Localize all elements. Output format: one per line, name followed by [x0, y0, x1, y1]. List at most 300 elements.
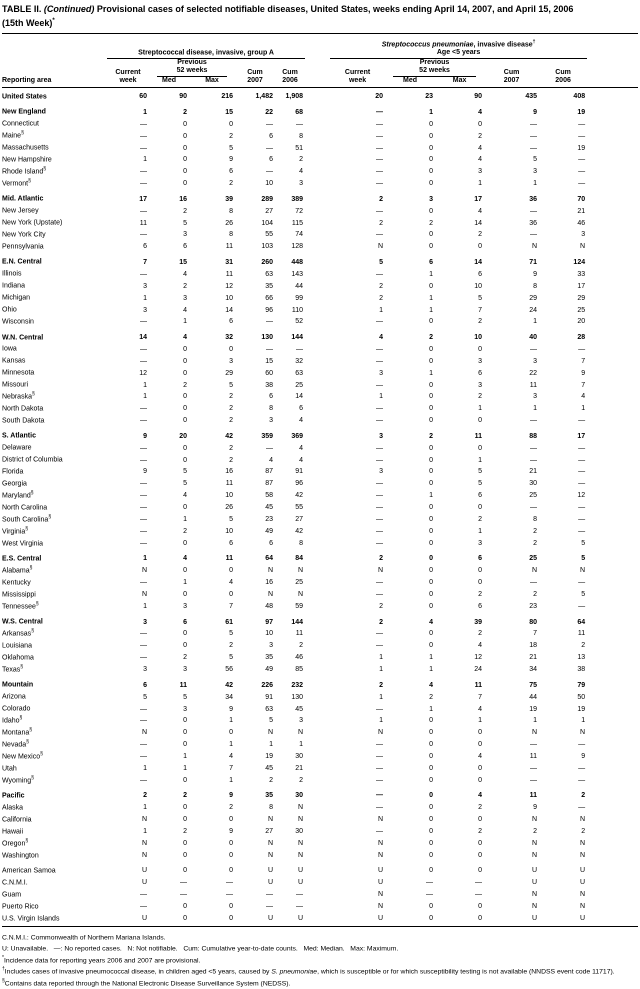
cell-max-group-a: 34 [225, 693, 233, 701]
cell-cum-2006-group-a: 85 [295, 666, 304, 674]
table-header [2, 35, 638, 88]
cell-med-group-b: 0 [429, 852, 434, 860]
cell-med-group-a: 90 [149, 88, 189, 102]
cell-max-group-a: 42 [225, 681, 233, 689]
row-label: Arizona [2, 693, 26, 701]
cell-current-week-group-a: — [140, 480, 147, 488]
cell-current-week-group-b: — [376, 132, 384, 140]
table-title-number: TABLE II. [2, 4, 42, 14]
cell-trailing-space [587, 177, 638, 189]
cell-cum-2006-group-b: — [578, 579, 586, 587]
cell-gap [305, 726, 330, 738]
cell-max-group-a: 1 [229, 777, 233, 785]
cell-gap [305, 189, 330, 204]
cell-cum-2006-group-b: 11 [577, 630, 586, 638]
row-label: Washington [2, 852, 39, 860]
cell-current-week-group-b: 1 [379, 717, 384, 725]
cell-med-group-b: 0 [429, 504, 434, 512]
cell-cum-2006-group-b: N [580, 567, 586, 575]
cell-med-group-a: 0 [183, 369, 187, 377]
cell-cum-2006-group-a: 2 [299, 642, 304, 650]
cell-cum-2006-group-a: N [297, 804, 304, 812]
cell-gap [305, 390, 330, 402]
cell-cum-2007-group-b: — [530, 444, 538, 452]
cell-max-group-b: 0 [478, 903, 483, 911]
cell-max-group-a: 15 [225, 108, 233, 116]
cell-max-group-a: 8 [229, 231, 233, 239]
cell-max-group-a: 9 [229, 792, 233, 800]
table-row [2, 714, 638, 726]
cell-med-group-b: 0 [429, 120, 434, 128]
cell-gap [305, 414, 330, 426]
cell-current-week-group-a: 5 [143, 693, 147, 701]
cell-max-group-a: 2 [229, 804, 233, 812]
cell-trailing-space [587, 690, 638, 702]
cell-current-week-group-a: 9 [143, 432, 147, 440]
cell-cum-2007-group-a: 35 [265, 792, 273, 800]
cell-cum-2007-group-a: 130 [261, 333, 273, 341]
cell-max-group-b: 3 [478, 357, 483, 365]
cell-cum-2006-group-a: 448 [291, 258, 304, 266]
cell-cum-2006-group-b: 79 [577, 681, 586, 689]
cell-max-group-b: 4 [478, 792, 483, 800]
table-row [2, 663, 638, 675]
cell-med-group-a: 15 [179, 258, 187, 266]
cell-current-week-group-a: — [140, 540, 147, 548]
cell-med-group-b: 0 [429, 180, 434, 188]
cell-current-week-group-b: — [376, 705, 384, 713]
cell-trailing-space [587, 426, 638, 441]
cell-max-group-a: 11 [225, 243, 233, 251]
cell-current-week-group-a: N [141, 840, 147, 848]
cell-trailing-space [587, 849, 638, 861]
cell-med-group-a: 3 [183, 666, 187, 674]
cell-gap [305, 177, 330, 189]
cell-med-group-a: 5 [183, 693, 187, 701]
cell-max-group-a: 2 [229, 444, 233, 452]
cell-gap [305, 738, 330, 750]
cell-gap [305, 153, 330, 165]
cell-trailing-space [587, 378, 638, 390]
row-label: C.N.M.I. [2, 879, 28, 887]
table-row [2, 141, 638, 153]
table-row [2, 876, 638, 888]
cell-med-group-a: 1 [183, 579, 187, 587]
table-title [2, 4, 638, 34]
cell-med-group-a: 4 [183, 270, 187, 278]
table-row [2, 849, 638, 861]
cell-med-group-b: 0 [429, 480, 434, 488]
cell-cum-2006-group-b: 19 [577, 108, 586, 116]
cell-cum-2006-group-a: 2 [299, 156, 304, 164]
cell-current-week-group-b: — [376, 591, 384, 599]
cell-cum-2006-group-a: 143 [291, 270, 304, 278]
cell-cum-2007-group-b: N [531, 852, 538, 860]
row-label: Iowa [2, 345, 17, 353]
row-footnote-marker: § [29, 727, 33, 734]
row-label: California [2, 816, 32, 824]
cell-cum-2006-group-b: 5 [581, 555, 586, 563]
cell-max-group-a: 216 [189, 88, 235, 102]
cell-cum-2006-group-a: 115 [291, 219, 304, 227]
cell-cum-2006-group-a: 128 [291, 243, 304, 251]
cell-current-week-group-b: — [376, 765, 384, 773]
cell-max-group-a: 5 [229, 654, 233, 662]
cell-cum-2006-group-b: 124 [573, 258, 586, 266]
cell-trailing-space [587, 912, 638, 926]
cell-trailing-space [587, 762, 638, 774]
row-footnote-marker: § [30, 490, 34, 496]
cell-current-week-group-b: — [376, 357, 384, 365]
cell-max-group-a: 9 [229, 156, 233, 164]
cell-current-week-group-a: 1 [143, 381, 147, 389]
table-title-text: Provisional cases of selected notifiable diseases, United States, weeks ending April 14, 2007, and April 15, 2006 [96, 4, 574, 14]
cell-cum-2006-group-a: 30 [295, 828, 304, 836]
cell-cum-2007-group-a: — [266, 903, 273, 911]
cell-cum-2006-group-b: — [578, 168, 586, 176]
cell-cum-2007-group-a: 6 [269, 156, 273, 164]
table-row [2, 279, 638, 291]
cell-med-group-b: 23 [385, 88, 435, 102]
cell-cum-2006-group-b: 408 [539, 88, 587, 102]
cell-cum-2006-group-b: — [578, 516, 586, 524]
row-label: South Dakota [2, 417, 45, 425]
cell-gap [305, 600, 330, 612]
row-label: Colorado [2, 705, 31, 713]
cell-trailing-space [587, 252, 638, 267]
cell-med-group-a: 0 [183, 729, 187, 737]
cell-med-group-b: 1 [429, 492, 434, 500]
cell-current-week-group-a: 60 [107, 88, 149, 102]
cell-current-week-group-a: — [140, 207, 147, 215]
cell-gap [305, 453, 330, 465]
cell-trailing-space [587, 639, 638, 651]
row-label: U.S. Virgin Islands [2, 912, 107, 926]
row-label: Kansas [2, 357, 26, 365]
cell-trailing-space [587, 714, 638, 726]
cell-current-week-group-b: — [376, 417, 384, 425]
cell-med-group-a: 0 [183, 444, 187, 452]
cell-max-group-b: 3 [478, 381, 483, 389]
row-label: Rhode Island§ [2, 166, 47, 176]
cell-max-group-a: 29 [225, 369, 233, 377]
cell-cum-2007-group-b: 11 [529, 381, 538, 389]
cell-max-group-a: 10 [225, 492, 233, 500]
cell-cum-2007-group-a: 8 [269, 804, 273, 812]
cell-trailing-space [587, 825, 638, 837]
cell-cum-2007-group-b: 71 [529, 258, 538, 266]
cell-current-week-group-b: 2 [379, 603, 384, 611]
cell-max-group-b: 2 [478, 318, 483, 326]
table-row [2, 738, 638, 750]
cell-trailing-space [587, 738, 638, 750]
cell-trailing-space [587, 675, 638, 690]
cell-cum-2007-group-b: U [484, 912, 539, 926]
cell-cum-2007-group-a: — [266, 891, 273, 899]
table-row [2, 117, 638, 129]
cell-current-week-group-b: 4 [379, 333, 384, 341]
cell-gap [305, 366, 330, 378]
cell-max-group-a: 12 [225, 282, 233, 290]
cell-current-week-group-a: — [140, 444, 147, 452]
cell-cum-2007-group-b: 2 [533, 540, 538, 548]
table-row [2, 588, 638, 600]
cell-current-week-group-b: 2 [379, 219, 384, 227]
cell-gap [305, 813, 330, 825]
cell-med-group-a: 0 [183, 357, 187, 365]
cell-max-group-a: 2 [229, 180, 233, 188]
cell-cum-2006-group-a: 3 [299, 180, 304, 188]
cell-cum-2007-group-b: 25 [529, 492, 538, 500]
cell-current-week-group-b: N [377, 567, 384, 575]
cell-trailing-space [587, 813, 638, 825]
cell-cum-2007-group-b: 23 [529, 603, 538, 611]
cell-max-group-a: 10 [225, 528, 233, 536]
cell-current-week-group-b: — [376, 381, 384, 389]
cell-med-group-a: 5 [183, 219, 187, 227]
cell-max-group-b: 14 [474, 219, 483, 227]
cell-max-group-a: 0 [229, 852, 233, 860]
cell-cum-2007-group-a: 35 [265, 654, 273, 662]
cell-current-week-group-a: — [140, 417, 147, 425]
cell-cum-2007-group-b: 1 [533, 318, 538, 326]
row-label: Wyoming§ [2, 774, 34, 785]
cell-cum-2007-group-a: 87 [265, 468, 273, 476]
cell-max-group-b: 6 [478, 603, 483, 611]
cell-med-group-b: 0 [429, 591, 434, 599]
cell-max-group-a: 0 [229, 345, 233, 353]
row-label: Nebraska§ [2, 391, 35, 401]
table-row [2, 702, 638, 714]
cell-current-week-group-a: — [140, 705, 147, 713]
cell-max-group-b: 10 [474, 333, 483, 341]
cell-cum-2007-group-b: N [531, 567, 538, 575]
col-header-med-group-a: Med [162, 77, 176, 84]
cell-cum-2006-group-a: U [275, 912, 305, 926]
col-header-cum-2007-group-b: Cum 2007 [503, 69, 520, 84]
cell-cum-2007-group-b: 1 [533, 717, 538, 725]
table-row [2, 477, 638, 489]
cell-current-week-group-b: N [377, 852, 384, 860]
cell-cum-2006-group-b: 46 [577, 219, 586, 227]
cell-trailing-space [587, 651, 638, 663]
cell-current-week-group-a: 1 [143, 156, 147, 164]
cell-max-group-b: 1 [478, 180, 483, 188]
cell-trailing-space [587, 786, 638, 801]
table-row [2, 564, 638, 576]
cell-med-group-a: 6 [183, 618, 187, 626]
cell-current-week-group-b: — [376, 630, 384, 638]
cell-cum-2006-group-a: 130 [291, 693, 304, 701]
cell-cum-2006-group-b: — [578, 345, 586, 353]
cell-cum-2006-group-b: 21 [577, 207, 586, 215]
cell-cum-2007-group-b: 7 [533, 630, 538, 638]
cell-med-group-a: 16 [179, 195, 187, 203]
cell-med-group-b: 0 [429, 717, 434, 725]
cell-cum-2007-group-b: 29 [529, 294, 538, 302]
row-label: Mississippi [2, 591, 36, 599]
cell-trailing-space [587, 354, 638, 366]
cell-cum-2007-group-b: 44 [529, 693, 538, 701]
cell-cum-2007-group-b: 11 [529, 792, 538, 800]
cell-trailing-space [587, 141, 638, 153]
cell-current-week-group-b: 2 [379, 282, 384, 290]
cell-gap [305, 88, 330, 102]
cell-current-week-group-a: — [140, 504, 147, 512]
cell-med-group-a: 0 [183, 168, 187, 176]
table-row [2, 267, 638, 279]
cell-gap [305, 912, 330, 926]
cell-cum-2006-group-b: — [578, 120, 586, 128]
table-row [2, 888, 638, 900]
cell-med-group-b: 6 [429, 258, 434, 266]
cell-max-group-b: 7 [478, 693, 483, 701]
row-label: Minnesota [2, 369, 35, 377]
cell-cum-2006-group-b: 33 [577, 270, 586, 278]
cell-trailing-space [587, 267, 638, 279]
cell-cum-2006-group-b: N [580, 852, 586, 860]
cell-gap [305, 639, 330, 651]
cell-current-week-group-b: 2 [379, 681, 384, 689]
row-label: Hawaii [2, 828, 24, 836]
cell-max-group-b: 0 [478, 444, 483, 452]
cell-cum-2007-group-a: 45 [265, 504, 273, 512]
cell-trailing-space [587, 153, 638, 165]
cell-max-group-a: 0 [229, 567, 233, 575]
cell-cum-2007-group-b: — [530, 504, 538, 512]
row-label: South Carolina§ [2, 513, 52, 524]
cell-current-week-group-a: 3 [143, 618, 147, 626]
cell-max-group-b: 0 [478, 567, 483, 575]
cell-cum-2007-group-b: N [531, 816, 538, 824]
cell-med-group-b: 0 [429, 243, 434, 251]
cell-trailing-space [587, 228, 638, 240]
cell-current-week-group-a: N [141, 729, 147, 737]
cell-current-week-group-a: — [140, 579, 147, 587]
cell-current-week-group-a: N [141, 852, 147, 860]
cell-current-week-group-b: 3 [379, 432, 384, 440]
cell-current-week-group-a: — [140, 270, 147, 278]
cell-med-group-b: 0 [429, 381, 434, 389]
cell-med-group-a: 3 [183, 231, 187, 239]
table-row [2, 189, 638, 204]
row-label: North Carolina [2, 504, 48, 512]
cell-cum-2006-group-b: 25 [577, 306, 586, 314]
cell-cum-2007-group-a: 35 [265, 282, 273, 290]
cell-max-group-b: 0 [478, 765, 483, 773]
cell-cum-2007-group-a: N [267, 852, 273, 860]
cell-trailing-space [587, 117, 638, 129]
table-row [2, 651, 638, 663]
cell-max-group-a: 4 [229, 579, 233, 587]
cell-med-group-a: 3 [183, 294, 187, 302]
cell-gap [305, 900, 330, 912]
cell-max-group-a: 0 [229, 591, 233, 599]
cell-cum-2006-group-b: — [578, 528, 586, 536]
cell-current-week-group-a: U [141, 867, 147, 875]
cell-current-week-group-a: 1 [143, 294, 147, 302]
cell-current-week-group-b: 5 [379, 258, 384, 266]
cell-cum-2006-group-b: 2 [581, 828, 586, 836]
cell-med-group-b: 0 [429, 444, 434, 452]
cell-cum-2007-group-b: — [530, 456, 538, 464]
table-title-line2: (15th Week)* [2, 17, 55, 28]
cell-current-week-group-a: — [140, 516, 147, 524]
cell-max-group-b: 14 [474, 258, 483, 266]
cell-current-week-group-a: 1 [143, 108, 147, 116]
cell-max-group-a: 26 [225, 219, 233, 227]
cell-trailing-space [587, 726, 638, 738]
row-footnote-marker: § [26, 738, 29, 745]
cell-med-group-b: 0 [429, 357, 434, 365]
cell-cum-2006-group-a: 4 [299, 417, 304, 425]
group-gap [305, 35, 330, 59]
cell-trailing-space [587, 537, 638, 549]
cell-max-group-b: 0 [478, 741, 483, 749]
cell-max-group-b: 2 [478, 231, 483, 239]
cell-max-group-a: 6 [229, 540, 233, 548]
cell-current-week-group-a: — [140, 180, 147, 188]
cell-cum-2007-group-b: — [530, 777, 538, 785]
cell-gap [305, 402, 330, 414]
row-label: New Jersey [2, 207, 39, 215]
cell-gap [305, 354, 330, 366]
row-footnote-marker: § [25, 525, 28, 532]
cell-cum-2006-group-a: N [297, 840, 304, 848]
row-footnote-marker: § [25, 837, 29, 844]
cell-max-group-b: 4 [478, 642, 483, 650]
cell-cum-2007-group-a: 55 [265, 231, 273, 239]
row-label: North Dakota [2, 405, 44, 413]
row-label: Louisiana [2, 642, 32, 650]
cell-current-week-group-a: — [140, 492, 147, 500]
cell-max-group-a: 11 [225, 270, 233, 278]
cell-med-group-b: 0 [429, 516, 434, 524]
table-row [2, 612, 638, 627]
cell-cum-2007-group-a: 60 [265, 369, 273, 377]
cell-trailing-space [587, 576, 638, 588]
table-row [2, 378, 638, 390]
cell-max-group-b: 2 [478, 591, 483, 599]
footnotes [2, 931, 638, 989]
table-row [2, 291, 638, 303]
cell-med-group-a: 2 [183, 207, 187, 215]
cell-med-group-b: 0 [429, 168, 434, 176]
cell-cum-2007-group-b: 36 [529, 219, 538, 227]
cell-current-week-group-a: — [140, 120, 147, 128]
cell-trailing-space [587, 501, 638, 513]
cell-current-week-group-b: U [377, 867, 384, 875]
cell-cum-2006-group-a: 44 [295, 282, 304, 290]
cell-med-group-a: 3 [183, 603, 187, 611]
cell-current-week-group-a: 12 [139, 369, 147, 377]
cell-cum-2006-group-b: 12 [577, 492, 586, 500]
cell-max-group-b: 4 [478, 108, 483, 116]
table-row [2, 228, 638, 240]
cell-max-group-a: 5 [229, 630, 233, 638]
cell-cum-2007-group-b: 9 [533, 804, 538, 812]
cell-trailing-space [587, 366, 638, 378]
cell-cum-2006-group-b: 38 [577, 666, 586, 674]
cell-cum-2007-group-a: 19 [265, 753, 273, 761]
cell-cum-2006-group-a: 2 [299, 777, 304, 785]
cell-current-week-group-b: — [376, 120, 384, 128]
cell-max-group-b: 6 [478, 270, 483, 278]
cell-cum-2006-group-a: 55 [295, 504, 304, 512]
cell-max-group-b: 17 [474, 195, 483, 203]
row-label: Montana§ [2, 727, 33, 737]
cell-max-group-b: 1 [478, 528, 483, 536]
